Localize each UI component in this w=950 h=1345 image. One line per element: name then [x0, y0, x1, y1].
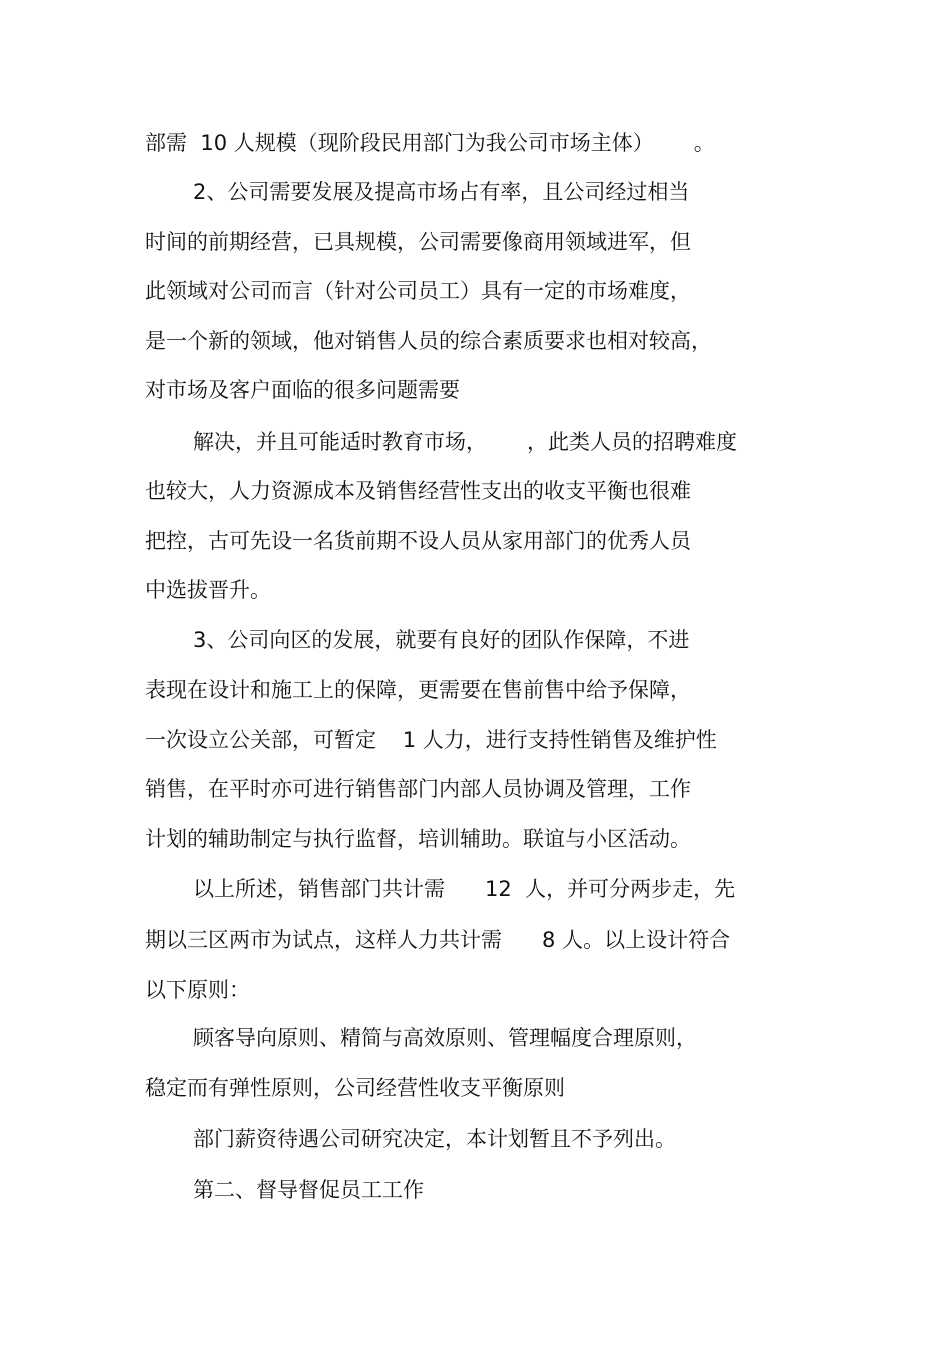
- text-line-11: 3、公司向区的发展，就要有良好的团队作保障，不进: [193, 628, 690, 652]
- text-line-6: 对市场及客户面临的很多问题需要: [145, 378, 460, 402]
- text-line-17: 期以三区两市为试点，这样人力共计需 8 人。以上设计符合: [145, 928, 731, 952]
- text-line-8: 也较大，人力资源成本及销售经营性支出的收支平衡也很难: [145, 479, 691, 503]
- text-line-12: 表现在设计和施工上的保障，更需要在售前售中给予保障，: [145, 678, 691, 702]
- text-line-16: 以上所述，销售部门共计需 12 人，并可分两步走，先: [193, 877, 736, 901]
- text-line-3: 时间的前期经营，已具规模，公司需要像商用领域进军，但: [145, 230, 691, 254]
- text-line-1: 部需 10 人规模（现阶段民用部门为我公司市场主体） 。: [145, 131, 715, 155]
- text-line-2: 2、公司需要发展及提高市场占有率，且公司经过相当: [193, 180, 690, 204]
- text-line-13: 一次设立公关部，可暂定 1 人力，进行支持性销售及维护性: [145, 728, 717, 752]
- text-line-4: 此领域对公司而言（针对公司员工）具有一定的市场难度，: [145, 279, 691, 303]
- text-line-9: 把控，古可先设一名货前期不设人员从家用部门的优秀人员: [145, 529, 691, 553]
- text-line-21: 部门薪资待遇公司研究决定，本计划暂且不予列出。: [193, 1127, 676, 1151]
- section-heading: 第二、督导督促员工工作: [193, 1178, 424, 1202]
- text-line-14: 销售，在平时亦可进行销售部门内部人员协调及管理，工作: [145, 777, 691, 801]
- text-line-15: 计划的辅助制定与执行监督，培训辅助。联谊与小区活动。: [145, 827, 691, 851]
- text-line-20: 稳定而有弹性原则，公司经营性收支平衡原则: [145, 1076, 565, 1100]
- text-line-5: 是一个新的领域，他对销售人员的综合素质要求也相对较高，: [145, 329, 712, 353]
- text-line-7: 解决，并且可能适时教育市场， ，此类人员的招聘难度: [193, 430, 738, 454]
- text-line-19: 顾客导向原则、精简与高效原则、管理幅度合理原则，: [193, 1026, 697, 1050]
- text-line-10: 中选拔晋升。: [145, 578, 271, 602]
- text-line-18: 以下原则：: [145, 978, 250, 1002]
